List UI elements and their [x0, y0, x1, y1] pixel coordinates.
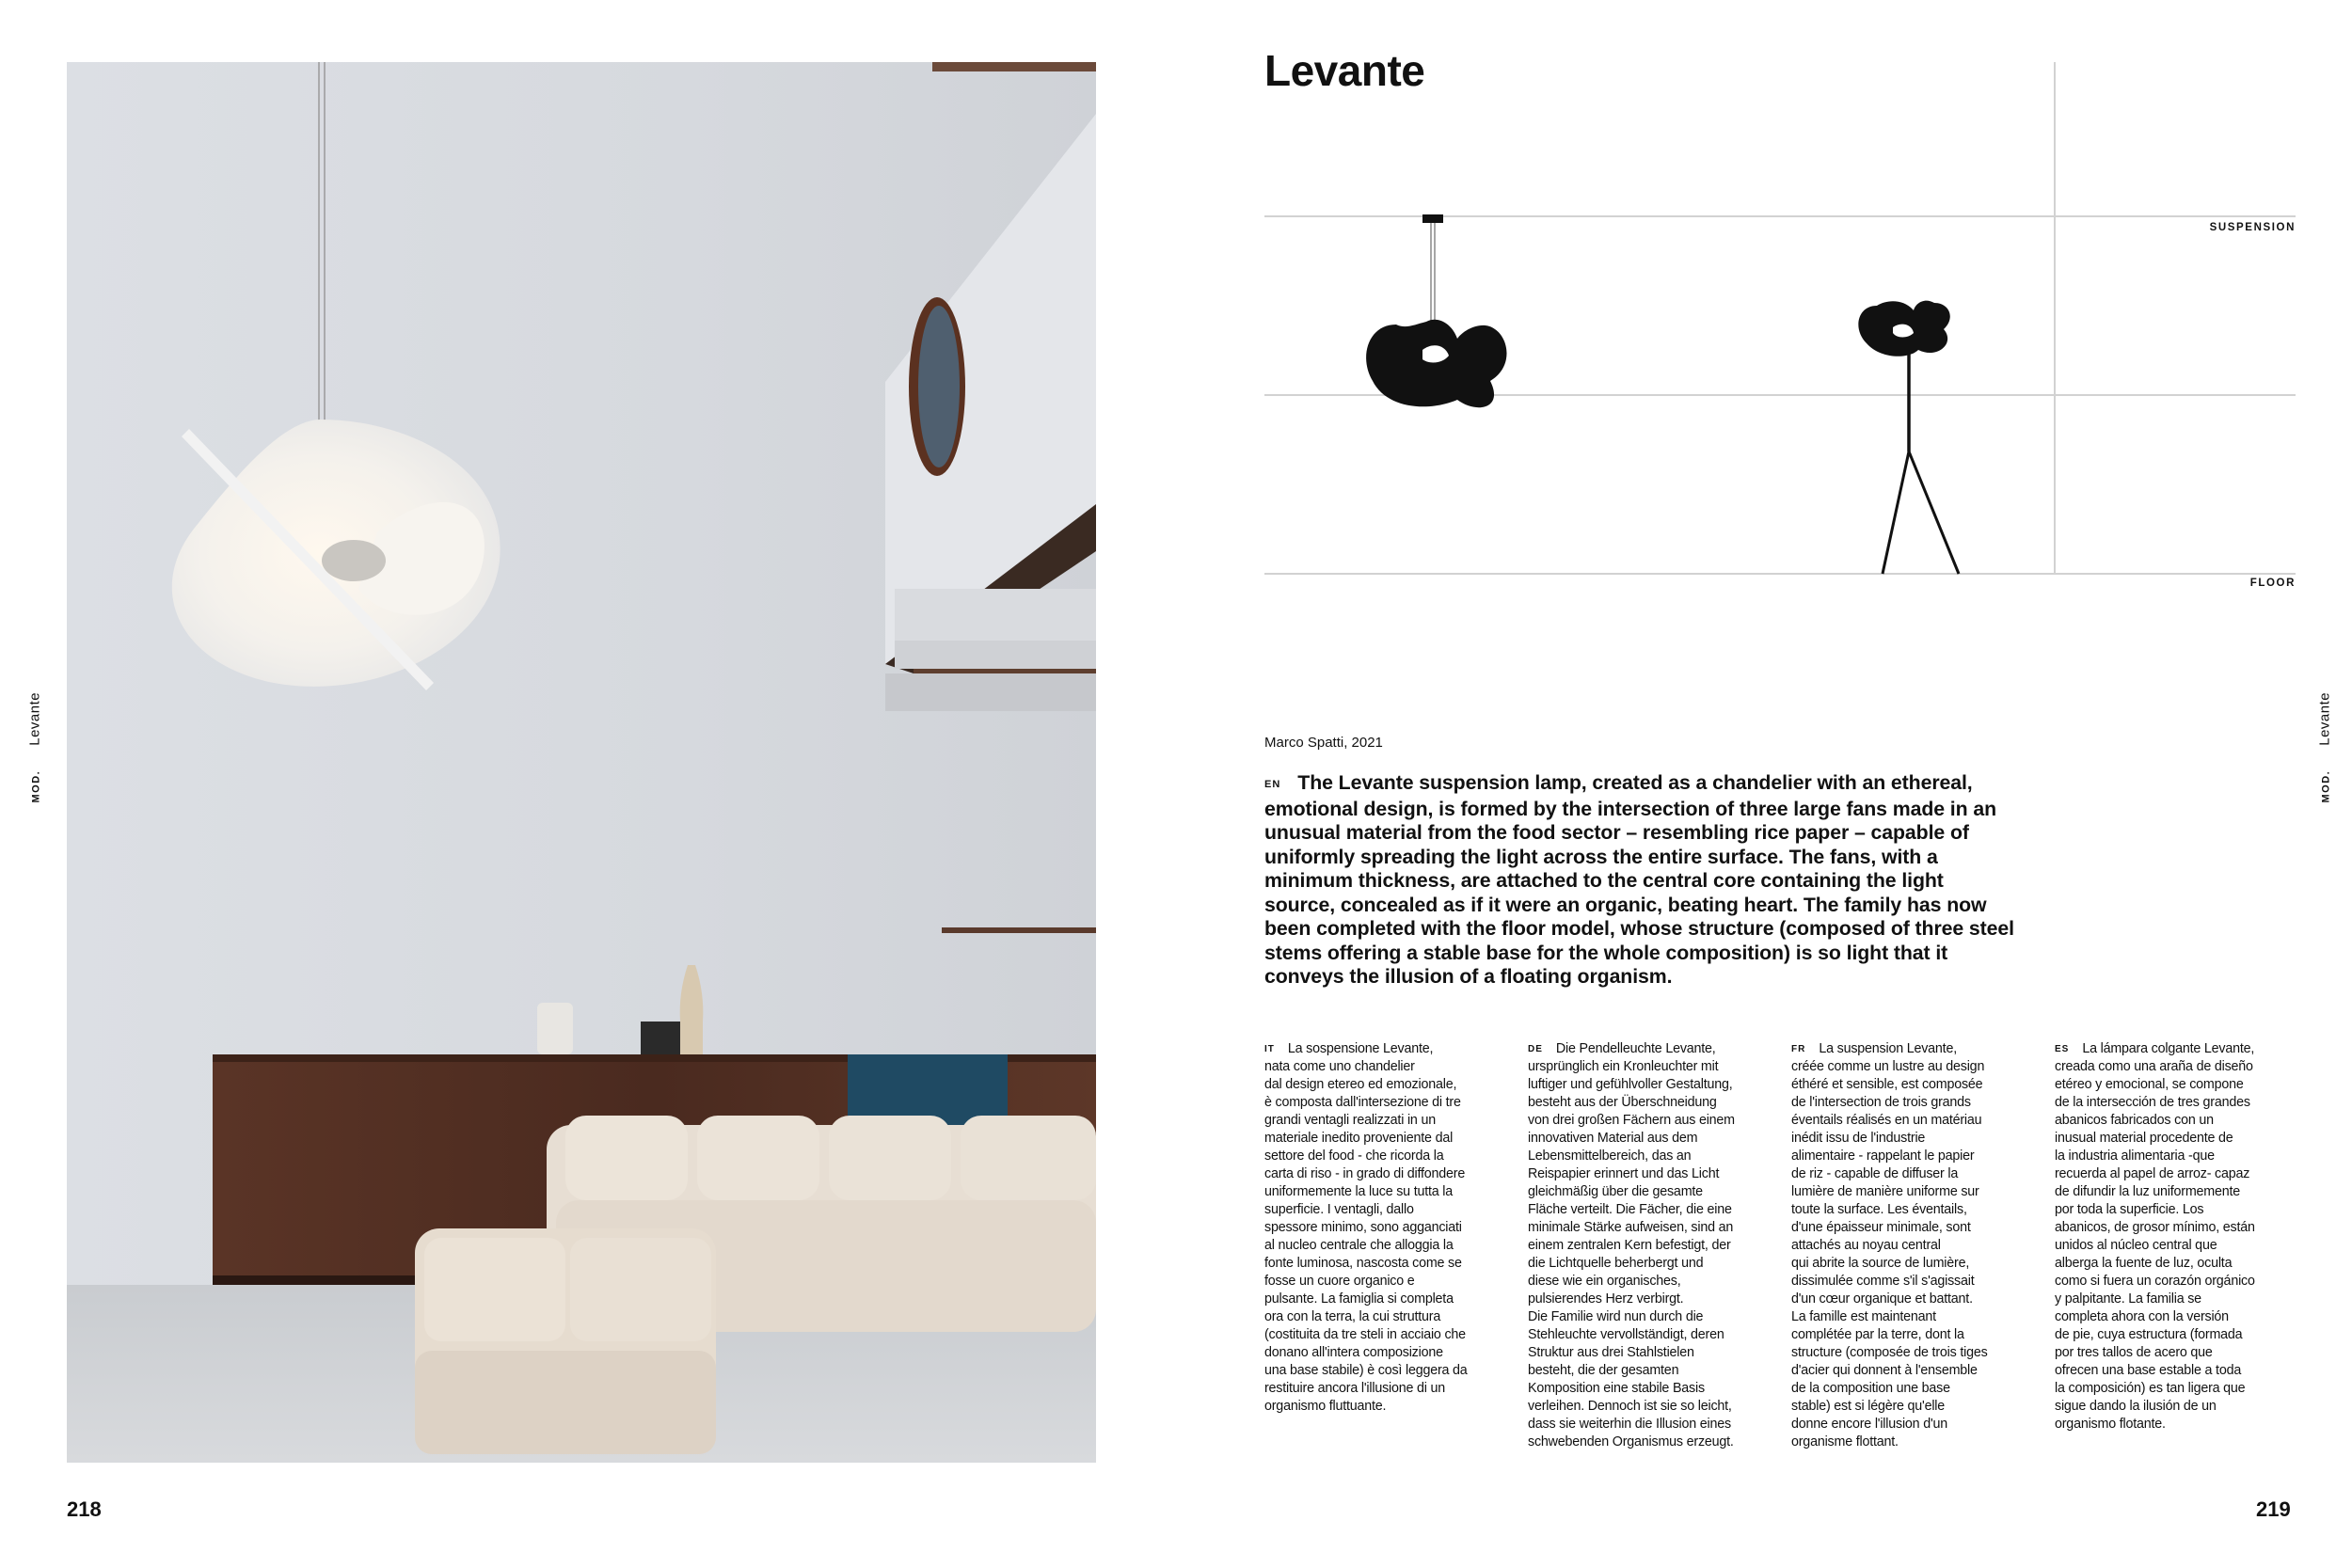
- column-text: La lámpara colgante Levante, creada como una araña de diseño etéreo y emocional, se compone de la intersección de tres grandes abanicos fabricados con un inusual material procedente de la industria alimentaria -que recuerda al papel de arroz- capaz de difundir la luz uniformemente por toda la superficie. Los abanicos, de grosor mínimo, están unidos al núcleo central que alberga la fuente de luz, oculta como si fuera un corazón orgánico y palpitante. La familia se completa ahora con la versión de pie, cuya estructura (formada por tres tallos de acero que ofrecen una base estable a toda la composición) es tan ligera que sigue dando la ilusión de un organismo flotante.: [2055, 1041, 2255, 1432]
- side-label-name: Levante: [2316, 691, 2333, 746]
- model-diagram: [1264, 56, 2296, 583]
- column-text: Die Pendelleuchte Levante, ursprünglich ein Kronleuchter mit luftiger und gefühlvoller Gestaltung, besteht aus der Überschneidung von drei großen Fächern aus einem innovativen Material aus dem Lebensmittelbereich, das an Reispapier erinnert und das Licht gleichmäßig über die gesamte Fläche verteilt. Die Fächer, die eine minimale Stärke aufweisen, sind an einem zentralen Kern befestigt, der die Lichtquelle beherbergt und diese wie ein organisches, pulsierendes Herz verbirgt. Die Familie wird nun durch die Stehleuchte vervollständigt, deren Struktur aus drei Stahlstielen besteht, die der gesamten Komposition eine stabile Basis verleihen. Dennoch ist sie so leicht, dass sie weiterhin die Illusion eines schwebenden Organismus erzeugt.: [1528, 1041, 1735, 1449]
- lang-tag-fr: FR: [1791, 1044, 1806, 1054]
- page-title: Levante: [1264, 46, 1425, 95]
- page-number-right: 219: [2256, 1497, 2291, 1521]
- interior-photo: [67, 62, 1096, 1463]
- suspension-lamp-silhouette: [1366, 214, 1506, 407]
- side-label-right: [2317, 643, 2333, 803]
- text-column-de: [1528, 1040, 1767, 1451]
- column-text: La suspension Levante, créée comme un lustre au design éthéré et sensible, est composée de l'intersection de trois grands éventails réalisés en un matériau inédit issu de l'industrie alimentaire - rappelant le papier de riz - capable de diffuser la lumière de manière uniforme sur toute la surface. Les éventails, d'une épaisseur minimale, sont attachés au noyau central qui abrite la source de lumière, dissimulée comme s'il s'agissait d'un cœur organique et battant. La famille est maintenant complétée par la terre, dont la structure (composée de trois tiges d'acier qui donnent à l'ensemble de la composition une base stable) est si légère qu'elle donne encore l'illusion d'un organisme flottant.: [1791, 1041, 1988, 1449]
- lead-paragraph: [1264, 771, 2017, 990]
- page-number-left: 218: [67, 1497, 102, 1521]
- side-label-prefix: MOD.: [30, 769, 42, 803]
- designer-credit: Marco Spatti, 2021: [1264, 735, 1383, 751]
- lang-tag-de: DE: [1528, 1044, 1543, 1054]
- lead-text: The Levante suspension lamp, created as a chandelier with an ethereal, emotional design, is formed by the intersection of three large fans made in an unusual material from the food sector – resembling rice paper – capable of uniformly spreading the light across the entire surface. The fans, with a minimum thickness, are attached to the central core containing the light source, concealed as if it were an organic, beating heart. The family has now been completed with the floor model, whose structure (composed of three steel stems offering a stable base for the whole composition) is so light that it conveys the illusion of a floating organism.: [1264, 771, 2014, 988]
- diagram-label-floor: FLOOR: [2249, 578, 2296, 589]
- diagram-label-suspension: SUSPENSION: [2209, 222, 2296, 233]
- text-column-fr: [1791, 1040, 2030, 1451]
- column-text: La sospensione Levante, nata come uno chandelier dal design etereo ed emozionale, è composta dall'intersezione di tre grandi ventagli realizzati in un materiale inedito proveniente dal settore del food - che ricorda la carta di riso - in grado di diffondere uniformemente la luce su tutta la superficie. I ventagli, dallo spessore minimo, sono agganciati al nucleo centrale che alloggia la fonte luminosa, nascosta come se fosse un cuore organico e pulsante. La famiglia si completa ora con la terra, la cui struttura (costituita da tre steli in acciaio che donano all'intera composizione una base stabile) è così leggera da restituire ancora l'illusione di un organismo fluttuante.: [1264, 1041, 1468, 1414]
- floor-lamp-silhouette: [1858, 301, 1959, 574]
- diagram-grid: [1264, 62, 2296, 574]
- side-label-left: [27, 643, 43, 803]
- lang-tag-en: EN: [1264, 779, 1281, 790]
- text-column-es: [2055, 1040, 2294, 1433]
- side-label-name: Levante: [26, 691, 43, 746]
- text-column-it: [1264, 1040, 1503, 1416]
- lang-tag-it: IT: [1264, 1044, 1275, 1054]
- side-label-prefix: MOD.: [2320, 769, 2332, 803]
- lang-tag-es: ES: [2055, 1044, 2070, 1054]
